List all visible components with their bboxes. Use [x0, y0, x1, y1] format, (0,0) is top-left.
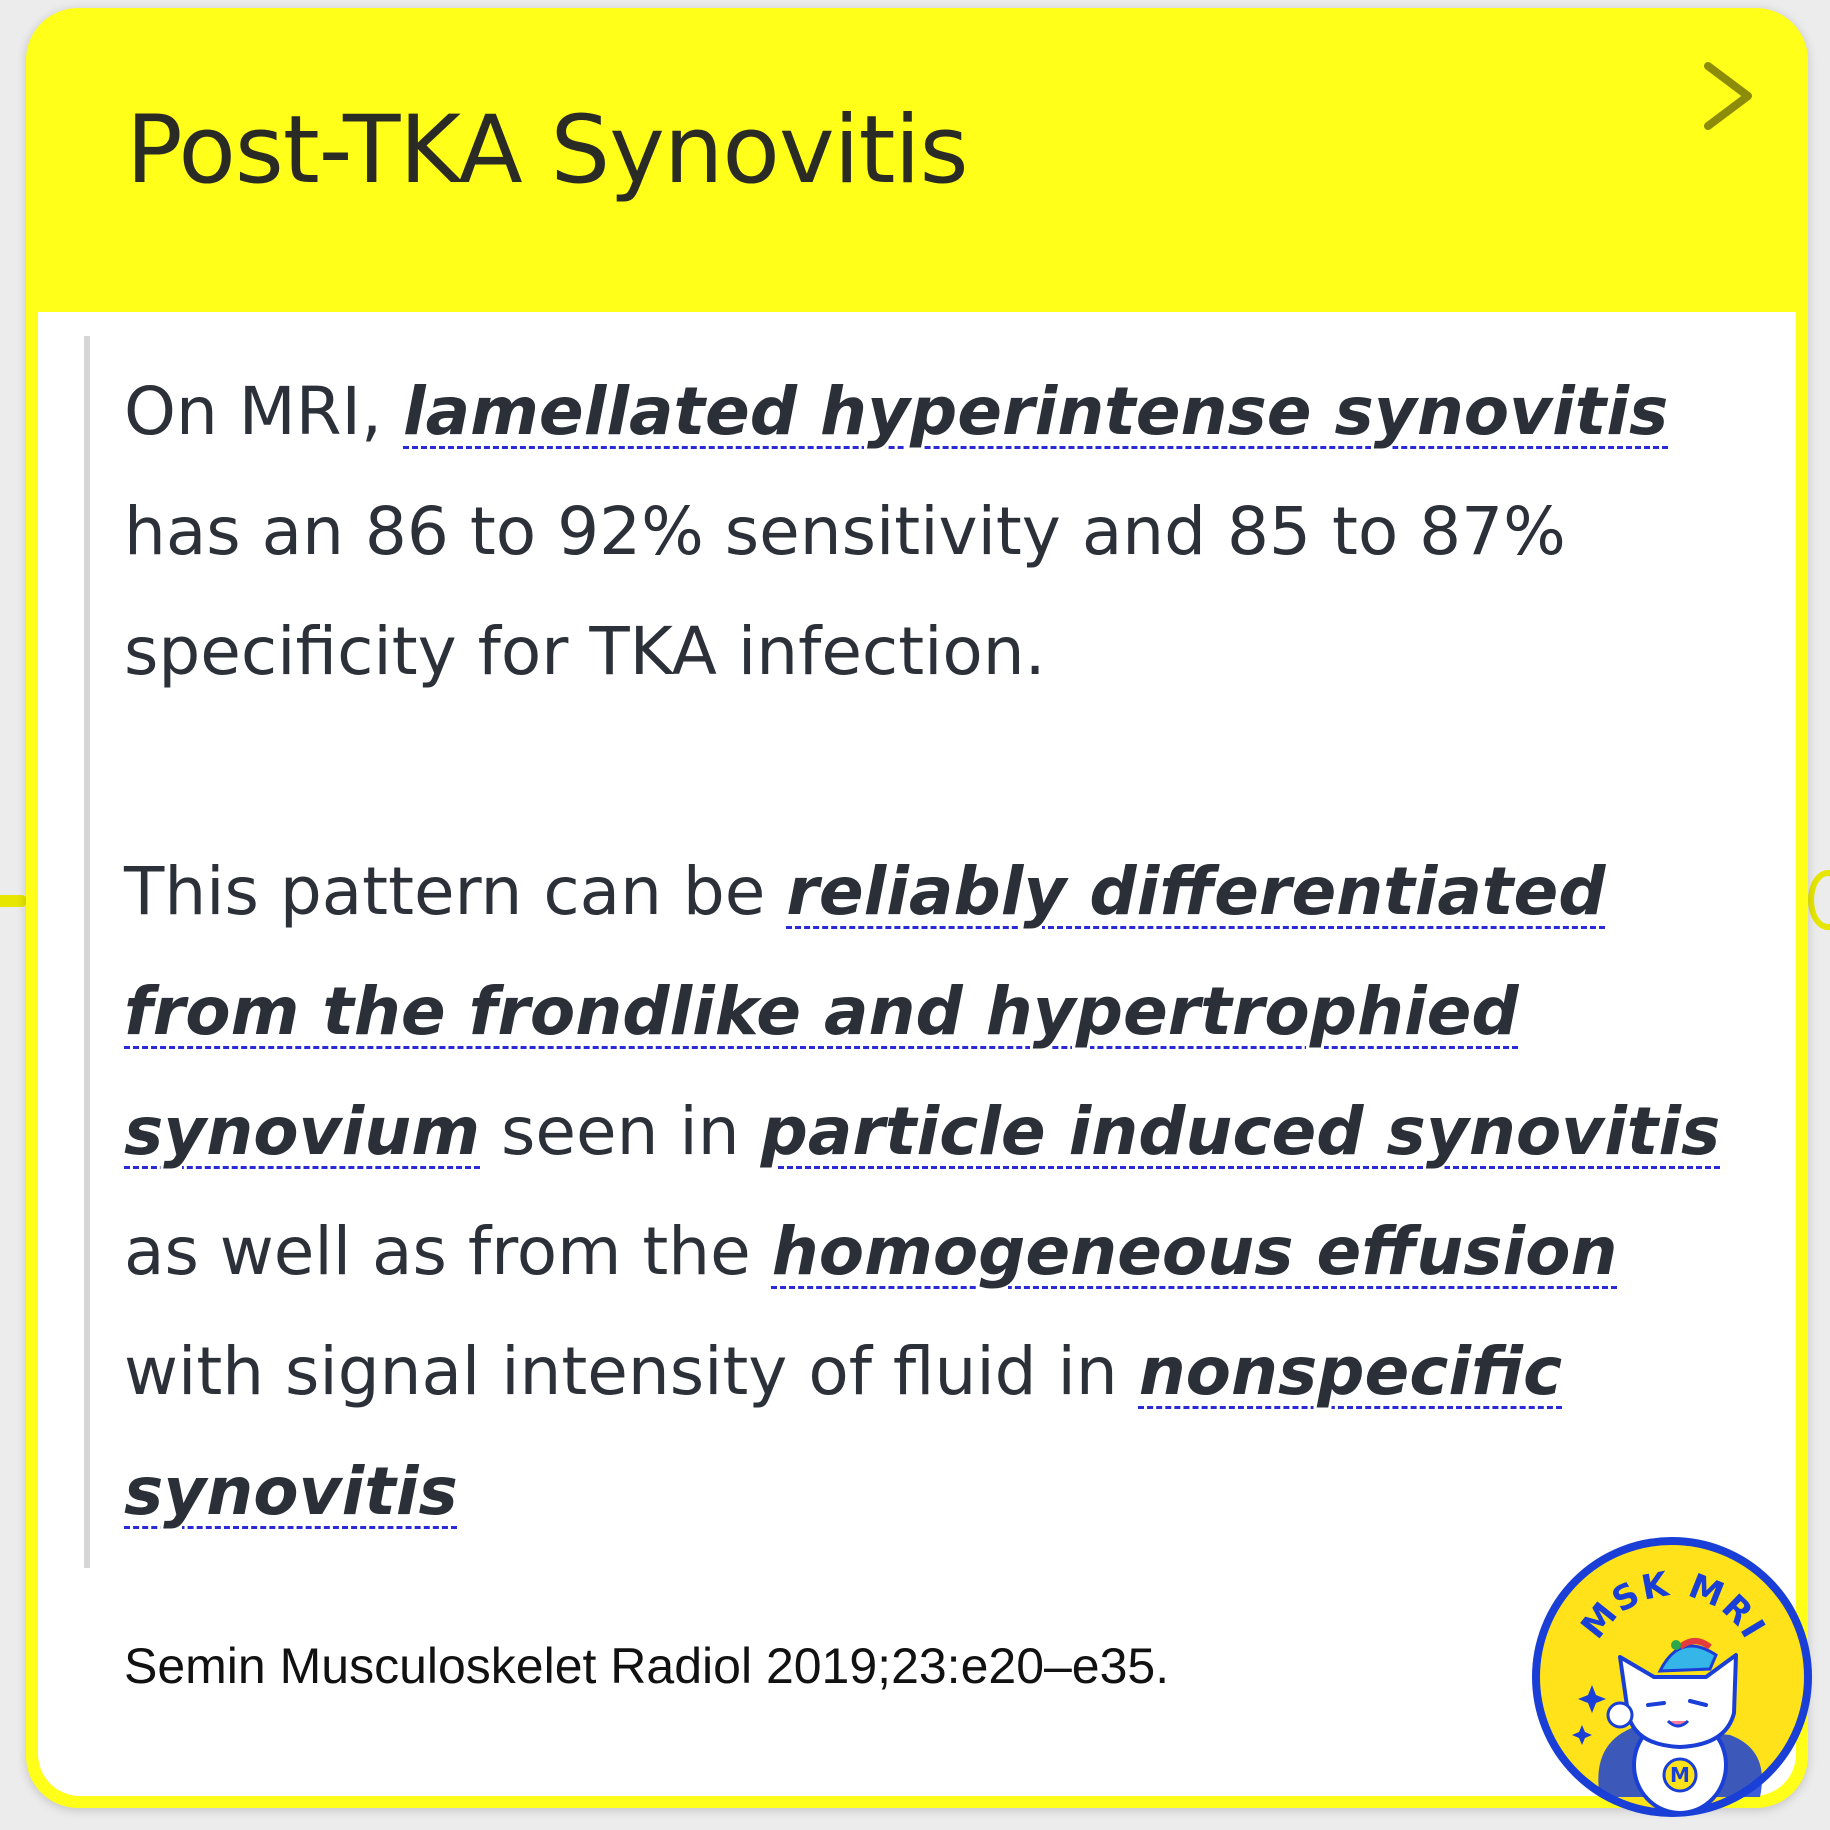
msk-mri-logo: [1530, 1535, 1815, 1820]
logo-text: MSK MRI: [1573, 1564, 1774, 1647]
highlight-term: lamellated hyperintense synovitis: [403, 373, 1669, 450]
text-segment: This pattern can be: [124, 853, 787, 930]
text-segment: with signal intensity of fluid in: [124, 1333, 1139, 1410]
citation: Semin Musculoskelet Radiol 2019;23:e20–e35.: [124, 1638, 1170, 1694]
highlight-term: nonspecific synovitis: [124, 1333, 1563, 1530]
next-card-edge: [1808, 870, 1830, 930]
text-segment: has an 86 to 92% sensitivity and 85 to 87% specificity for TKA infection.: [124, 493, 1566, 690]
paragraph-differentiation: [124, 832, 1744, 1552]
text-segment: as well as from the: [124, 1213, 772, 1290]
previous-card-edge: [0, 895, 26, 907]
highlight-term: particle induced synovitis: [760, 1093, 1721, 1170]
card-body: [124, 352, 1744, 1552]
quote-bar: [84, 336, 90, 1568]
card-title: Post-TKA Synovitis: [126, 96, 968, 205]
highlight-term: reliably differentiated from the frondlike and hypertrophied synovium: [124, 853, 1606, 1170]
logo-badge-letter: M: [1670, 1763, 1690, 1787]
chevron-right-icon[interactable]: [1696, 56, 1760, 136]
paragraph-sensitivity: [124, 352, 1744, 712]
text-segment: seen in: [480, 1093, 761, 1170]
highlight-term: homogeneous effusion: [771, 1213, 1618, 1290]
text-segment: On MRI,: [124, 373, 403, 450]
